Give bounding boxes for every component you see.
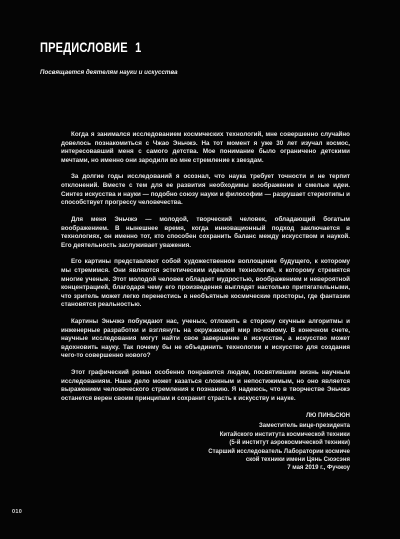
author-position: Заместитель вице-президента	[259, 423, 350, 430]
author-lab: ской техники имени Цянь Сюэсэня	[245, 457, 350, 464]
author-title: Старший исследователь Лаборатории космиче	[208, 448, 350, 455]
page-number: 010	[12, 509, 23, 515]
paragraph: За долгие годы исследований я осознал, что наука требует точности и не терпит отклонений. Вместе с тем для ее развития необходимы воображение и смелые идеи. Синтез искусства и науки — подобно союзу науки и философии — разрушает стереотипы и способствует прогрессу человечества.	[61, 173, 350, 207]
author-name: ЛЮ ПИНЬСЮН	[305, 413, 350, 419]
chapter-title: ПРЕДИСЛОВИЕ	[40, 40, 128, 55]
paragraph: Этот графический роман особенно понравится людям, посвятившим жизнь научным исследованиям. Наше дело может казаться сложным и непостижимым, но оно является выражением человеческого стремления к познанию. Я надеюсь, что в творчестве Эньчжэ останется верен своим принципам и сохранит страсть к искусству и науке.	[61, 369, 350, 402]
dedication: Посвящается деятелям науки и искусства	[40, 69, 178, 76]
signature-block	[110, 412, 350, 473]
body-text	[61, 131, 350, 412]
paragraph: Для меня Эньчжэ — молодой, творческий человек, обладающий богатым воображением. В нынешнее время, когда инновационный подход заключается в технологиях, он именно тот, кто способен сохранить баланс между искусством и наукой. Его деятельность заслуживает уважения.	[61, 215, 350, 249]
author-institute: Китайского института космической техники	[219, 431, 350, 438]
signature-date: 7 мая 2019 г., Фучжоу	[287, 465, 350, 472]
author-institute-alt: (5-й институт аэрокосмической техники)	[229, 440, 350, 447]
chapter-number: 1	[135, 40, 142, 55]
paragraph: Когда я занимался исследованием космических технологий, мне совершенно случайно довелось познакомиться с Чжао Эньчжэ. На тот момент я уже 30 лет изучал космос, интересовавший меня с самого детства. Мое понимание было ограничено детскими мечтами, но именно они зародили во мне стремление к звездам.	[61, 131, 350, 164]
paragraph: Его картины представляют собой художественное воплощение будущего, к которому мы стремимся. Они являются эстетическим идеалом технологий, к которому стремятся многие ученые. Этот молодой человек обладает мудростью, воображением и невероятной концентрацией, благодаря чему его произведения выглядят настолько притягательными, что зритель может легко перенестись в необъятные космические просторы, где фантазии становятся реальностью.	[61, 258, 350, 309]
chapter-heading	[40, 40, 142, 55]
paragraph: Картины Эньчжэ побуждают нас, ученых, отложить в сторону скучные алгоритмы и инженерные разработки и взглянуть на окружающий мир по-новому. В конечном счете, научные исследования могут найти свое завершение в искусстве, а искусство может вдохновить науку. Так почему бы не объединить технологии и искусство для создания чего-то совершенно нового?	[61, 318, 350, 360]
